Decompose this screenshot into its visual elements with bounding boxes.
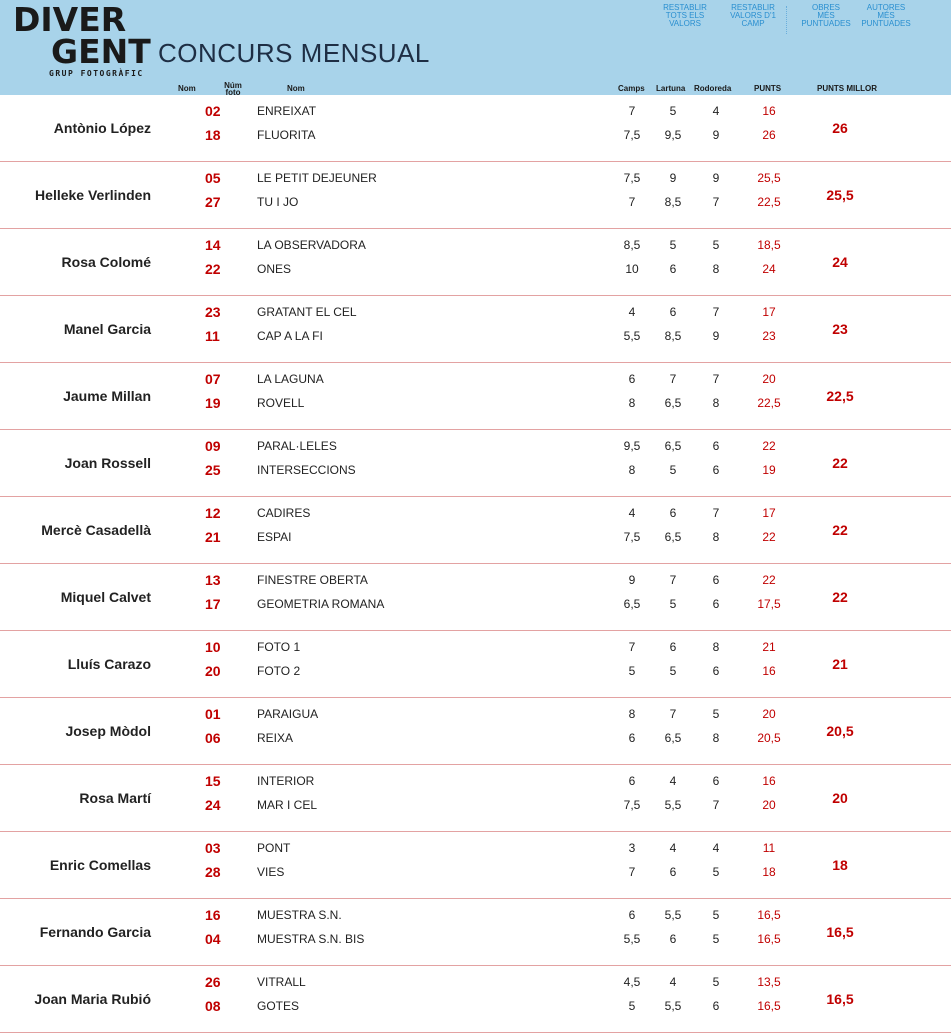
best-score: 21 [832,656,848,672]
score-lartuna: 5 [669,597,677,611]
best-score: 20,5 [826,723,854,739]
photo-row [0,460,951,480]
reset-all-values-link[interactable]: RESTABLIR TOTS ELS VALORS [663,3,707,28]
photo-row [0,929,951,949]
score-punts: 17 [762,506,776,520]
photo-row [0,259,951,279]
score-camps: 6 [628,908,636,922]
photo-row [0,393,951,413]
photo-number: 17 [205,596,221,612]
photo-name: FLUORITA [257,128,316,142]
photo-name: CAP A LA FI [257,329,323,343]
score-camps: 5,5 [623,329,641,343]
col-header-author-name[interactable]: Nom [178,84,196,93]
photo-number: 07 [205,371,221,387]
score-lartuna: 6,5 [664,439,682,453]
photo-row [0,728,951,748]
photo-row [0,661,951,681]
logo-text-line1: DIVER [13,0,127,39]
score-camps: 3 [628,841,636,855]
photo-row [0,125,951,145]
photo-row [0,527,951,547]
score-punts: 19 [762,463,776,477]
photo-number: 15 [205,773,221,789]
author-name: Jaume Millan [63,388,151,404]
photo-number: 12 [205,505,221,521]
col-header-camps[interactable]: Camps [618,84,645,93]
col-header-photo-name[interactable]: Nom [287,84,305,93]
score-camps: 5,5 [623,932,641,946]
score-lartuna: 9 [669,171,677,185]
photo-name: MUESTRA S.N. BIS [257,932,365,946]
photo-number: 13 [205,572,221,588]
score-punts: 20,5 [757,731,781,745]
photo-number: 06 [205,730,221,746]
score-rodoreda: 9 [712,128,720,142]
score-camps: 9,5 [623,439,641,453]
score-rodoreda: 7 [712,798,720,812]
photo-name: MUESTRA S.N. [257,908,342,922]
score-punts: 18,5 [757,238,781,252]
author-name: Joan Maria Rubió [34,991,151,1007]
photo-name: PARAL·LELES [257,439,337,453]
photo-number: 16 [205,907,221,923]
best-score: 22 [832,455,848,471]
photo-row [0,862,951,882]
score-rodoreda: 6 [712,774,720,788]
author-group [0,899,951,966]
photo-name: MAR I CEL [257,798,318,812]
photo-number: 26 [205,974,221,990]
best-score: 24 [832,254,848,270]
photo-name: FINESTRE OBERTA [257,573,368,587]
author-name: Rosa Colomé [61,254,151,270]
score-rodoreda: 6 [712,439,720,453]
score-rodoreda: 6 [712,573,720,587]
photo-row [0,570,951,590]
photo-row [0,302,951,322]
score-lartuna: 6 [669,305,677,319]
photo-row [0,771,951,791]
score-camps: 6 [628,372,636,386]
photo-name: ONES [257,262,292,276]
photo-name: FOTO 2 [257,664,301,678]
score-camps: 7,5 [623,798,641,812]
score-camps: 7,5 [623,128,641,142]
score-lartuna: 5 [669,104,677,118]
score-camps: 7 [628,104,636,118]
best-score: 16,5 [826,924,854,940]
score-punts: 20 [762,372,776,386]
score-punts: 22 [762,439,776,453]
photo-row [0,637,951,657]
score-lartuna: 6 [669,262,677,276]
score-rodoreda: 5 [712,932,720,946]
author-name: Joan Rossell [64,455,151,471]
score-punts: 17 [762,305,776,319]
score-rodoreda: 8 [712,262,720,276]
photo-number: 24 [205,797,221,813]
author-group [0,95,951,162]
score-rodoreda: 5 [712,707,720,721]
score-punts: 26 [762,128,776,142]
best-score: 22 [832,589,848,605]
photo-number: 14 [205,237,221,253]
score-rodoreda: 4 [712,841,720,855]
author-name: Rosa Martí [79,790,151,806]
author-name: Enric Comellas [49,857,151,873]
score-punts: 25,5 [757,171,781,185]
author-group [0,832,951,899]
photo-number: 21 [205,529,221,545]
score-camps: 4,5 [623,975,641,989]
score-punts: 20 [762,707,776,721]
photo-row [0,192,951,212]
author-name: Fernando Garcia [39,924,151,940]
score-lartuna: 6,5 [664,396,682,410]
score-camps: 5 [628,999,636,1013]
photo-name: ENREIXAT [257,104,317,118]
score-punts: 16,5 [757,999,781,1013]
photo-name: LA LAGUNA [257,372,324,386]
score-camps: 10 [625,262,639,276]
score-lartuna: 6 [669,932,677,946]
photo-name: ROVELL [257,396,305,410]
score-camps: 8,5 [623,238,641,252]
author-name: Josep Mòdol [65,723,151,739]
photo-row [0,369,951,389]
photo-name: PARAIGUA [257,707,319,721]
score-lartuna: 6,5 [664,530,682,544]
photo-number: 01 [205,706,221,722]
score-camps: 8 [628,396,636,410]
photo-row [0,503,951,523]
score-camps: 7 [628,195,636,209]
score-punts: 16,5 [757,908,781,922]
score-lartuna: 6 [669,506,677,520]
author-name: Lluís Carazo [67,656,151,672]
score-rodoreda: 4 [712,104,720,118]
results-table [0,95,951,1033]
photo-number: 10 [205,639,221,655]
score-punts: 16,5 [757,932,781,946]
score-punts: 16 [762,664,776,678]
photo-name: LA OBSERVADORA [257,238,366,252]
score-rodoreda: 9 [712,329,720,343]
page-title: CONCURS MENSUAL [158,38,430,68]
top-authors-link[interactable]: AUTORES MÉS PUNTUADES [861,3,911,28]
score-rodoreda: 6 [712,664,720,678]
photo-row [0,704,951,724]
score-camps: 8 [628,463,636,477]
score-camps: 7 [628,865,636,879]
photo-number: 23 [205,304,221,320]
best-score: 23 [832,321,848,337]
photo-name: GOTES [257,999,300,1013]
score-camps: 9 [628,573,636,587]
photo-name: INTERSECCIONS [257,463,356,477]
score-rodoreda: 6 [712,463,720,477]
best-score: 20 [832,790,848,806]
logo-subtitle: GRUP FOTOGRÀFIC [49,69,144,78]
score-lartuna: 7 [669,372,677,386]
col-header-photo-number[interactable]: Núm foto [224,81,242,97]
score-lartuna: 5 [669,463,677,477]
author-group [0,966,951,1033]
photo-number: 19 [205,395,221,411]
score-lartuna: 7 [669,707,677,721]
col-header-rodoreda[interactable]: Rodoreda [694,84,732,93]
photo-name: INTERIOR [257,774,315,788]
best-score: 22 [832,522,848,538]
score-punts: 11 [762,841,776,855]
header-bar [0,0,951,95]
score-punts: 16 [762,774,776,788]
photo-row [0,972,951,992]
score-rodoreda: 5 [712,908,720,922]
score-punts: 17,5 [757,597,781,611]
score-rodoreda: 7 [712,195,720,209]
top-works-link[interactable]: OBRES MÉS PUNTUADES [801,3,851,28]
author-group [0,430,951,497]
score-rodoreda: 7 [712,372,720,386]
score-lartuna: 5 [669,664,677,678]
photo-row [0,326,951,346]
score-lartuna: 6 [669,640,677,654]
photo-name: FOTO 1 [257,640,301,654]
author-name: Manel Garcia [63,321,151,337]
score-camps: 7,5 [623,171,641,185]
score-rodoreda: 5 [712,238,720,252]
score-lartuna: 7 [669,573,677,587]
photo-number: 25 [205,462,221,478]
photo-number: 09 [205,438,221,454]
photo-row [0,235,951,255]
photo-row [0,795,951,815]
score-camps: 8 [628,707,636,721]
photo-number: 28 [205,864,221,880]
photo-row [0,436,951,456]
photo-row [0,996,951,1016]
photo-number: 11 [205,328,220,344]
photo-number: 18 [205,127,221,143]
photo-row [0,905,951,925]
score-lartuna: 8,5 [664,195,682,209]
photo-name: PONT [257,841,291,855]
photo-number: 05 [205,170,221,186]
score-camps: 4 [628,506,636,520]
best-score: 25,5 [826,187,854,203]
score-camps: 4 [628,305,636,319]
score-punts: 24 [762,262,776,276]
photo-number: 22 [205,261,221,277]
score-rodoreda: 5 [712,975,720,989]
score-lartuna: 8,5 [664,329,682,343]
score-punts: 22,5 [757,195,781,209]
score-rodoreda: 7 [712,305,720,319]
score-lartuna: 9,5 [664,128,682,142]
author-group [0,765,951,832]
score-lartuna: 5 [669,238,677,252]
score-punts: 22,5 [757,396,781,410]
author-group [0,497,951,564]
score-lartuna: 4 [669,841,677,855]
score-rodoreda: 6 [712,597,720,611]
score-rodoreda: 7 [712,506,720,520]
score-lartuna: 5,5 [664,798,682,812]
best-score: 22,5 [826,388,854,404]
author-group [0,363,951,430]
photo-row [0,101,951,121]
best-score: 18 [832,857,848,873]
score-lartuna: 6,5 [664,731,682,745]
score-lartuna: 5,5 [664,999,682,1013]
photo-name: VITRALL [257,975,306,989]
score-lartuna: 5,5 [664,908,682,922]
score-lartuna: 4 [669,774,677,788]
col-header-punts-millor[interactable]: PUNTS MILLOR [817,84,877,93]
score-punts: 23 [762,329,776,343]
reset-field-values-link[interactable]: RESTABLIR VALORS D'1 CAMP [730,3,776,28]
photo-number: 27 [205,194,221,210]
photo-row [0,838,951,858]
author-name: Miquel Calvet [60,589,151,605]
best-score: 26 [832,120,848,136]
score-punts: 21 [762,640,776,654]
score-punts: 22 [762,530,776,544]
logo-text-line2: GENT [51,32,151,71]
score-lartuna: 4 [669,975,677,989]
photo-name: TU I JO [257,195,299,209]
photo-name: VIES [257,865,285,879]
author-name: Helleke Verlinden [35,187,151,203]
score-rodoreda: 5 [712,865,720,879]
photo-name: LE PETIT DEJEUNER [257,171,377,185]
col-header-punts[interactable]: PUNTS [754,84,782,93]
author-name: Antònio López [53,120,151,136]
score-rodoreda: 8 [712,731,720,745]
score-camps: 7 [628,640,636,654]
author-group [0,564,951,631]
score-camps: 5 [628,664,636,678]
score-camps: 7,5 [623,530,641,544]
col-header-lartuna[interactable]: Lartuna [656,84,686,93]
author-group [0,229,951,296]
score-rodoreda: 9 [712,171,720,185]
score-camps: 6 [628,731,636,745]
score-punts: 16 [762,104,776,118]
score-punts: 20 [762,798,776,812]
photo-number: 02 [205,103,221,119]
photo-name: ESPAI [257,530,292,544]
photo-name: REIXA [257,731,294,745]
photo-row [0,168,951,188]
photo-number: 20 [205,663,221,679]
photo-number: 03 [205,840,221,856]
score-punts: 18 [762,865,776,879]
photo-row [0,594,951,614]
score-lartuna: 6 [669,865,677,879]
divergent-logo[interactable] [13,0,151,78]
photo-name: GRATANT EL CEL [257,305,357,319]
score-rodoreda: 8 [712,640,720,654]
header-divider [786,6,787,34]
author-group [0,162,951,229]
author-group [0,296,951,363]
author-group [0,631,951,698]
score-camps: 6,5 [623,597,641,611]
author-group [0,698,951,765]
best-score: 16,5 [826,991,854,1007]
score-rodoreda: 8 [712,396,720,410]
score-rodoreda: 8 [712,530,720,544]
photo-number: 04 [205,931,221,947]
photo-number: 08 [205,998,221,1014]
score-rodoreda: 6 [712,999,720,1013]
score-punts: 22 [762,573,776,587]
score-camps: 6 [628,774,636,788]
photo-name: GEOMETRIA ROMANA [257,597,385,611]
author-name: Mercè Casadellà [41,522,151,538]
photo-name: CADIRES [257,506,311,520]
score-punts: 13,5 [757,975,781,989]
